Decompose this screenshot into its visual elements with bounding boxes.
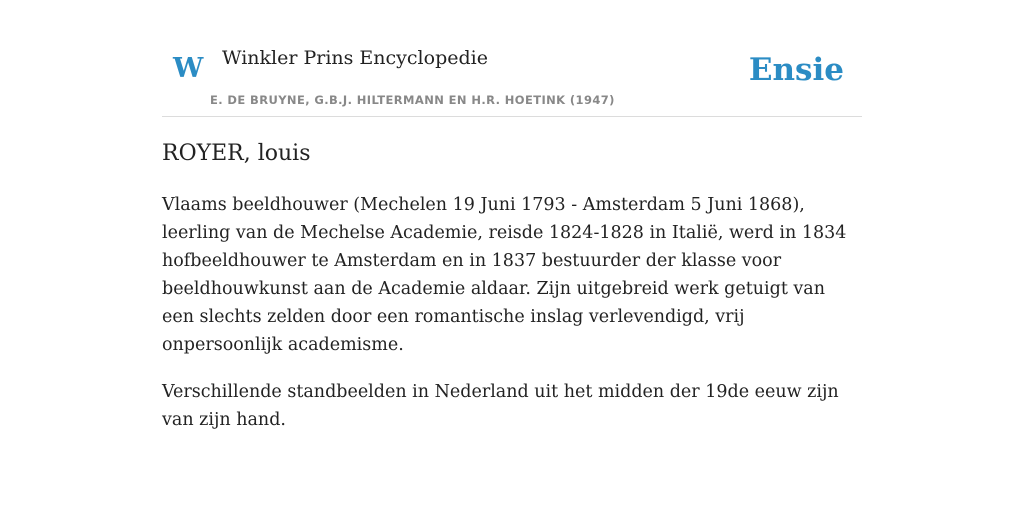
- article: [162, 138, 852, 453]
- article-paragraph: Verschillende standbeelden in Nederland uit het midden der 19de eeuw zijn van zijn hand.: [162, 382, 839, 430]
- article-title: ROYER, louis: [162, 141, 311, 166]
- article-paragraph: Vlaams beeldhouwer (Mechelen 19 Juni 1793 - Amsterdam 5 Juni 1868), leerling van de Mechelse Academie, reisde 1824-1828 in Italië, werd in 1834 hofbeeldhouwer te Amsterdam en in 1837 bestuurder der klasse voor beeldhouwkunst aan de Academie aldaar. Zijn uitgebreid werk getuigt van een slechts zelden door een romantische inslag verlevendigd, vrij onpersoonlijk academisme.: [162, 195, 847, 355]
- source-header: [162, 40, 862, 117]
- source-authors: E. DE BRUYNE, G.B.J. HILTERMANN EN H.R. HOETINK (1947): [210, 93, 615, 107]
- source-title[interactable]: Winkler Prins Encyclopedie: [222, 47, 488, 69]
- ensie-logo-link[interactable]: Ensie: [748, 52, 844, 88]
- source-logo: W: [173, 53, 204, 84]
